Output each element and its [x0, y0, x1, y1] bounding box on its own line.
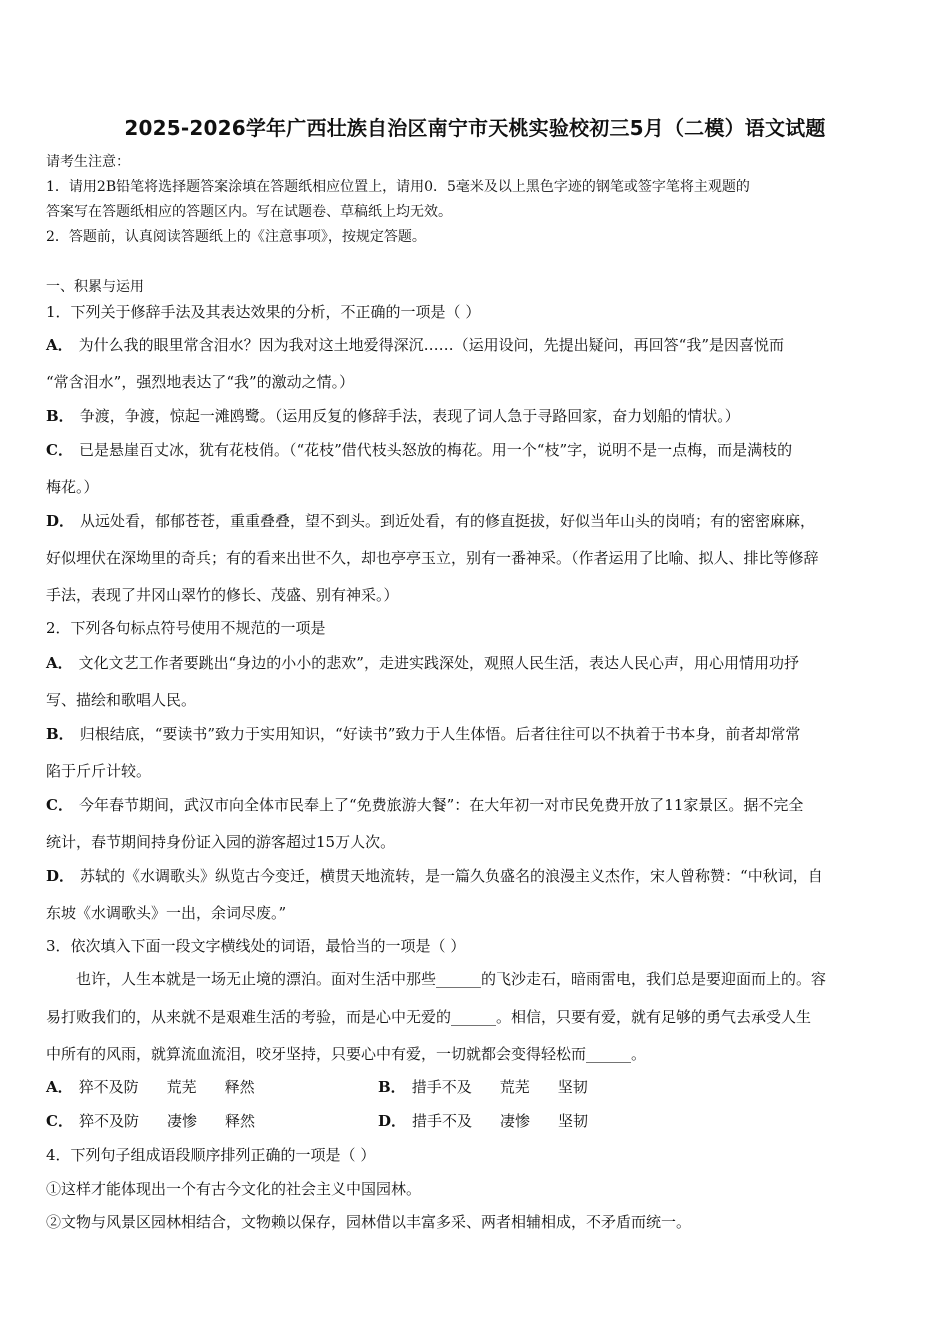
- notice-item: 2．答题前，认真阅读答题纸上的《注意事项》，按规定答题。: [46, 229, 426, 245]
- passage-line: 易打败我们的，从来就不是艰难生活的考验，而是心中无爱的______。相信，只要有爱，就有足够的勇气去承受人生: [46, 1008, 812, 1026]
- option-continuation: 东坡《水调歌头》一出，余词尽废。”: [46, 904, 287, 922]
- option-continuation: 陷于斤斤计较。: [46, 762, 152, 780]
- option-label: A．: [46, 336, 73, 354]
- choice-word: 凄惨: [500, 1112, 531, 1130]
- choice-b: [378, 1076, 588, 1098]
- choice-word: 荒芜: [499, 1078, 530, 1096]
- option-text: 文化文艺工作者要跳出“身边的小小的悲欢”，走进实践深处，观照人民生活，表达人民心声，用心用情用功抒: [78, 654, 799, 672]
- option-a: [46, 334, 906, 356]
- option-continuation: 好似埋伏在深坳里的奇兵；有的看来出世不久，却也亭亭玉立，别有一番神采。（作者运用了比喻、拟人、排比等修辞: [46, 549, 819, 567]
- option-text: 为什么我的眼里常含泪水？因为我对这土地爱得深沉……（运用设问，先提出疑问，再回答“我”是因喜悦而: [78, 336, 784, 354]
- option-text: 归根结底，“要读书”致力于实用知识，“好读书”致力于人生体悟。后者往往可以不执着于书本身，前者却常常: [79, 725, 801, 743]
- passage-line: 中所有的风雨，就算流血流泪，咬牙坚持，只要心中有爱，一切就都会变得轻松而______。: [46, 1045, 647, 1063]
- choice-word: 猝不及防: [78, 1078, 139, 1096]
- page-title: 2025-2026学年广西壮族自治区南宁市天桃实验校初三5月（二模）语文试题: [124, 116, 826, 140]
- choice-label: A．: [46, 1078, 73, 1096]
- option-label: B．: [46, 725, 74, 743]
- choice-word: 释然: [224, 1112, 255, 1130]
- option-text: 苏轼的《水调歌头》纵览古今变迁，横贯天地流转，是一篇久负盛名的浪漫主义杰作，宋人曾称赞：“中秋词，自: [80, 867, 823, 885]
- option-continuation: 统计，春节期间持身份证入园的游客超过15万人次。: [46, 833, 396, 851]
- option-d: [46, 510, 906, 532]
- option-label: D．: [46, 512, 75, 530]
- option-label: C．: [46, 441, 73, 459]
- option-b: [46, 723, 906, 745]
- choice-a: [46, 1076, 283, 1098]
- question-stem: 2．下列各句标点符号使用不规范的一项是: [46, 619, 326, 637]
- question-stem: 1．下列关于修辞手法及其表达效果的分析，不正确的一项是（ ）: [46, 303, 481, 321]
- option-text: 今年春节期间，武汉市向全体市民奉上了“免费旅游大餐”：在大年初一对市民免费开放了11家景区。据不完全: [78, 796, 804, 814]
- notice-heading: 请考生注意：: [46, 154, 130, 170]
- question-stem: 4．下列句子组成语段顺序排列正确的一项是（ ）: [46, 1146, 376, 1164]
- option-a: [46, 652, 906, 674]
- option-b: [46, 405, 906, 427]
- option-label: D．: [46, 867, 75, 885]
- choice-word: 荒芜: [166, 1078, 197, 1096]
- option-continuation: 手法，表现了井冈山翠竹的修长、茂盛、别有神采。）: [46, 586, 399, 604]
- choice-word: 坚韧: [557, 1078, 588, 1096]
- option-label: C．: [46, 796, 73, 814]
- option-c: [46, 794, 906, 816]
- option-label: B．: [46, 407, 74, 425]
- choice-label: B．: [378, 1078, 406, 1096]
- sentence-item: ①这样才能体现出一个有古今文化的社会主义中国园林。: [46, 1180, 422, 1198]
- choice-word: 措手不及: [412, 1112, 473, 1130]
- choice-word: 坚韧: [558, 1112, 589, 1130]
- option-continuation: 写、描绘和歌唱人民。: [46, 691, 197, 709]
- choice-word: 释然: [224, 1078, 255, 1096]
- option-continuation: “常含泪水”，强烈地表达了“我”的激动之情。）: [46, 373, 355, 391]
- notice-item: 答案写在答题纸相应的答题区内。写在试题卷、草稿纸上均无效。: [46, 204, 452, 220]
- option-continuation: 梅花。）: [46, 478, 99, 496]
- choice-word: 猝不及防: [78, 1112, 139, 1130]
- passage-line: 也许，人生本就是一场无止境的漂泊。面对生活中那些______的飞沙走石，暗雨雷电，我们总是要迎面而上的。容: [76, 970, 827, 988]
- section-heading: 一、积累与运用: [46, 279, 144, 295]
- notice-item: 1．请用2B铅笔将选择题答案涂填在答题纸相应位置上，请用0．5毫米及以上黑色字迹的钢笔或签字笔将主观题的: [46, 179, 750, 195]
- option-c: [46, 439, 906, 461]
- choice-label: D．: [378, 1112, 407, 1130]
- question-stem: 3．依次填入下面一段文字横线处的词语，最恰当的一项是（ ）: [46, 937, 466, 955]
- choice-d: [378, 1110, 588, 1132]
- option-text: 已是悬崖百丈冰，犹有花枝俏。（“花枝”借代枝头怒放的梅花。用一个“枝”字，说明不是一点梅，而是满枝的: [78, 441, 793, 459]
- option-label: A．: [46, 654, 73, 672]
- sentence-item: ②文物与风景区园林相结合，文物赖以保存，园林借以丰富多采、两者相辅相成，不矛盾而统一。: [46, 1213, 692, 1231]
- choice-word: 凄惨: [166, 1112, 197, 1130]
- choice-label: C．: [46, 1112, 73, 1130]
- choice-word: 措手不及: [411, 1078, 472, 1096]
- option-d: [46, 865, 906, 887]
- choice-c: [46, 1110, 283, 1132]
- option-text: 争渡，争渡，惊起一滩鸥鹭。（运用反复的修辞手法，表现了词人急于寻路回家，奋力划船的情状。）: [79, 407, 740, 425]
- option-text: 从远处看，郁郁苍苍，重重叠叠，望不到头。到近处看，有的修直挺拔，好似当年山头的岗哨；有的密密麻麻，: [80, 512, 816, 530]
